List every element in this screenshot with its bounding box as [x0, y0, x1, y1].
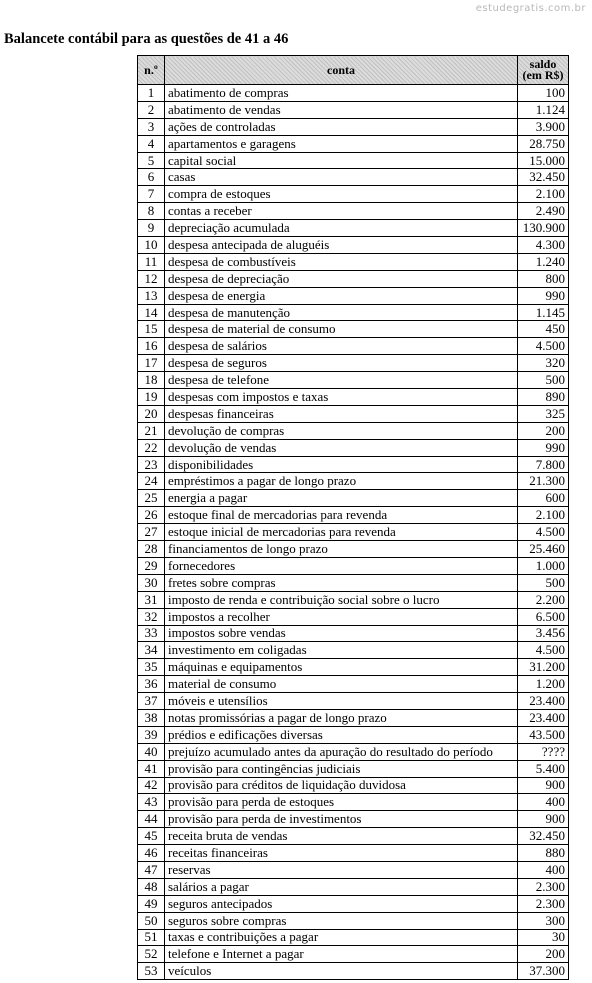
table-row	[138, 845, 569, 862]
row-balance: 600	[518, 490, 569, 507]
row-number: 22	[138, 439, 165, 456]
row-account: fornecedores	[165, 557, 518, 574]
row-balance: 2.200	[518, 591, 569, 608]
row-number: 50	[138, 912, 165, 929]
row-balance: 400	[518, 794, 569, 811]
row-balance: ????	[518, 743, 569, 760]
row-account: seguros sobre compras	[165, 912, 518, 929]
row-balance: 7.800	[518, 456, 569, 473]
row-number: 14	[138, 304, 165, 321]
row-balance: 300	[518, 912, 569, 929]
row-number: 40	[138, 743, 165, 760]
row-balance: 890	[518, 389, 569, 406]
row-account: devolução de compras	[165, 422, 518, 439]
row-number: 5	[138, 152, 165, 169]
table-row	[138, 895, 569, 912]
row-account: reservas	[165, 861, 518, 878]
row-balance: 200	[518, 946, 569, 963]
row-number: 27	[138, 524, 165, 541]
row-balance: 325	[518, 405, 569, 422]
table-row	[138, 220, 569, 237]
table-row	[138, 709, 569, 726]
row-account: notas promissórias a pagar de longo prazo	[165, 709, 518, 726]
row-balance: 320	[518, 355, 569, 372]
table-row	[138, 321, 569, 338]
row-account: despesa de energia	[165, 287, 518, 304]
table-row	[138, 169, 569, 186]
row-account: disponibilidades	[165, 456, 518, 473]
table-row	[138, 439, 569, 456]
row-balance: 2.100	[518, 186, 569, 203]
table-row	[138, 574, 569, 591]
row-account: provisão para créditos de liquidação duvidosa	[165, 777, 518, 794]
table-row	[138, 372, 569, 389]
row-balance: 4.300	[518, 237, 569, 254]
row-account: fretes sobre compras	[165, 574, 518, 591]
header-balance-line2: (em R$)	[522, 68, 564, 82]
row-account: veículos	[165, 963, 518, 980]
row-number: 29	[138, 557, 165, 574]
row-number: 19	[138, 389, 165, 406]
table-row	[138, 878, 569, 895]
row-balance: 37.300	[518, 963, 569, 980]
table-row	[138, 726, 569, 743]
table-row	[138, 253, 569, 270]
row-account: despesa de manutenção	[165, 304, 518, 321]
row-balance: 2.100	[518, 507, 569, 524]
row-account: impostos sobre vendas	[165, 625, 518, 642]
table-row	[138, 929, 569, 946]
row-number: 34	[138, 642, 165, 659]
row-number: 37	[138, 693, 165, 710]
row-number: 51	[138, 929, 165, 946]
row-number: 12	[138, 270, 165, 287]
row-number: 38	[138, 709, 165, 726]
row-balance: 990	[518, 287, 569, 304]
row-number: 28	[138, 541, 165, 558]
row-balance: 3.900	[518, 118, 569, 135]
row-account: provisão para contingências judiciais	[165, 760, 518, 777]
row-number: 16	[138, 338, 165, 355]
row-account: investimento em coligadas	[165, 642, 518, 659]
row-balance: 2.490	[518, 203, 569, 220]
row-balance: 30	[518, 929, 569, 946]
row-account: ações de controladas	[165, 118, 518, 135]
table-row	[138, 828, 569, 845]
row-number: 30	[138, 574, 165, 591]
row-balance: 1.145	[518, 304, 569, 321]
table-row	[138, 270, 569, 287]
row-account: prédios e edificações diversas	[165, 726, 518, 743]
row-account: compra de estoques	[165, 186, 518, 203]
row-account: devolução de vendas	[165, 439, 518, 456]
table-row	[138, 777, 569, 794]
row-account: receitas financeiras	[165, 845, 518, 862]
row-balance: 15.000	[518, 152, 569, 169]
row-account: despesa de telefone	[165, 372, 518, 389]
row-account: máquinas e equipamentos	[165, 659, 518, 676]
row-balance: 1.000	[518, 557, 569, 574]
row-account: despesa antecipada de aluguéis	[165, 237, 518, 254]
row-balance: 43.500	[518, 726, 569, 743]
table-row	[138, 642, 569, 659]
row-number: 13	[138, 287, 165, 304]
row-number: 43	[138, 794, 165, 811]
row-account: salários a pagar	[165, 878, 518, 895]
row-balance: 25.460	[518, 541, 569, 558]
row-number: 46	[138, 845, 165, 862]
row-account: impostos a recolher	[165, 608, 518, 625]
row-account: despesas com impostos e taxas	[165, 389, 518, 406]
row-balance: 450	[518, 321, 569, 338]
table-row	[138, 591, 569, 608]
table-row	[138, 203, 569, 220]
row-number: 36	[138, 676, 165, 693]
table-row	[138, 861, 569, 878]
row-account: receita bruta de vendas	[165, 828, 518, 845]
row-balance: 1.124	[518, 101, 569, 118]
table-row	[138, 760, 569, 777]
table-row	[138, 304, 569, 321]
table-row	[138, 287, 569, 304]
table-row	[138, 405, 569, 422]
row-account: casas	[165, 169, 518, 186]
table-row	[138, 135, 569, 152]
table-row	[138, 118, 569, 135]
row-balance: 2.300	[518, 878, 569, 895]
row-balance: 23.400	[518, 693, 569, 710]
row-number: 35	[138, 659, 165, 676]
row-number: 53	[138, 963, 165, 980]
row-account: telefone e Internet a pagar	[165, 946, 518, 963]
site-watermark: estudegratis.com.br	[475, 3, 586, 14]
row-number: 26	[138, 507, 165, 524]
row-balance: 100	[518, 85, 569, 102]
row-number: 4	[138, 135, 165, 152]
row-number: 8	[138, 203, 165, 220]
row-account: estoque final de mercadorias para revenda	[165, 507, 518, 524]
table-row	[138, 912, 569, 929]
row-number: 45	[138, 828, 165, 845]
row-number: 25	[138, 490, 165, 507]
row-account: despesa de depreciação	[165, 270, 518, 287]
row-number: 10	[138, 237, 165, 254]
row-balance: 4.500	[518, 338, 569, 355]
row-balance: 32.450	[518, 169, 569, 186]
row-number: 31	[138, 591, 165, 608]
table-row	[138, 101, 569, 118]
table-row	[138, 85, 569, 102]
row-number: 7	[138, 186, 165, 203]
row-account: móveis e utensílios	[165, 693, 518, 710]
row-account: provisão para perda de estoques	[165, 794, 518, 811]
row-account: abatimento de vendas	[165, 101, 518, 118]
table-row	[138, 422, 569, 439]
header-balance	[518, 56, 569, 85]
row-number: 6	[138, 169, 165, 186]
row-balance: 1.240	[518, 253, 569, 270]
row-number: 11	[138, 253, 165, 270]
row-number: 32	[138, 608, 165, 625]
row-account: estoque inicial de mercadorias para revenda	[165, 524, 518, 541]
balance-table	[137, 55, 569, 980]
row-number: 18	[138, 372, 165, 389]
row-number: 20	[138, 405, 165, 422]
row-account: apartamentos e garagens	[165, 135, 518, 152]
row-number: 47	[138, 861, 165, 878]
table-row	[138, 152, 569, 169]
row-balance: 200	[518, 422, 569, 439]
table-row	[138, 507, 569, 524]
row-account: empréstimos a pagar de longo prazo	[165, 473, 518, 490]
table-row	[138, 456, 569, 473]
row-number: 39	[138, 726, 165, 743]
table-row	[138, 794, 569, 811]
header-balance-line1: saldo	[529, 57, 557, 71]
table-row	[138, 473, 569, 490]
row-number: 3	[138, 118, 165, 135]
table-row	[138, 389, 569, 406]
table-row	[138, 490, 569, 507]
table-row	[138, 355, 569, 372]
row-number: 9	[138, 220, 165, 237]
row-account: despesa de seguros	[165, 355, 518, 372]
row-account: material de consumo	[165, 676, 518, 693]
row-balance: 23.400	[518, 709, 569, 726]
row-number: 48	[138, 878, 165, 895]
row-number: 41	[138, 760, 165, 777]
table-row	[138, 608, 569, 625]
table-row	[138, 676, 569, 693]
row-balance: 4.500	[518, 642, 569, 659]
row-balance: 130.900	[518, 220, 569, 237]
row-account: despesa de combustíveis	[165, 253, 518, 270]
row-balance: 500	[518, 574, 569, 591]
row-number: 24	[138, 473, 165, 490]
row-number: 2	[138, 101, 165, 118]
row-number: 52	[138, 946, 165, 963]
table-row	[138, 743, 569, 760]
row-balance: 21.300	[518, 473, 569, 490]
row-account: depreciação acumulada	[165, 220, 518, 237]
row-balance: 31.200	[518, 659, 569, 676]
row-balance: 990	[518, 439, 569, 456]
table-row	[138, 541, 569, 558]
row-balance: 2.300	[518, 895, 569, 912]
table-row	[138, 946, 569, 963]
table-row	[138, 524, 569, 541]
row-balance: 800	[518, 270, 569, 287]
row-account: despesas financeiras	[165, 405, 518, 422]
row-number: 42	[138, 777, 165, 794]
table-row	[138, 659, 569, 676]
table-row	[138, 338, 569, 355]
row-number: 1	[138, 85, 165, 102]
row-balance: 900	[518, 811, 569, 828]
header-account: conta	[165, 56, 518, 85]
row-account: abatimento de compras	[165, 85, 518, 102]
row-number: 33	[138, 625, 165, 642]
row-number: 49	[138, 895, 165, 912]
row-account: prejuízo acumulado antes da apuração do resultado do período	[165, 743, 518, 760]
row-balance: 32.450	[518, 828, 569, 845]
row-account: seguros antecipados	[165, 895, 518, 912]
row-account: financiamentos de longo prazo	[165, 541, 518, 558]
page-title: Balancete contábil para as questões de 41 a 46	[4, 31, 289, 47]
row-balance: 500	[518, 372, 569, 389]
row-number: 17	[138, 355, 165, 372]
row-balance: 1.200	[518, 676, 569, 693]
table-row	[138, 693, 569, 710]
table-row	[138, 963, 569, 980]
header-number: n.º	[138, 56, 165, 85]
table-row	[138, 557, 569, 574]
row-account: taxas e contribuições a pagar	[165, 929, 518, 946]
table-header-row	[138, 56, 569, 85]
table-body	[138, 85, 569, 980]
row-account: energia a pagar	[165, 490, 518, 507]
row-number: 15	[138, 321, 165, 338]
row-number: 23	[138, 456, 165, 473]
row-balance: 4.500	[518, 524, 569, 541]
row-account: provisão para perda de investimentos	[165, 811, 518, 828]
table-row	[138, 625, 569, 642]
row-account: capital social	[165, 152, 518, 169]
table-row	[138, 186, 569, 203]
row-balance: 6.500	[518, 608, 569, 625]
table-row	[138, 237, 569, 254]
row-account: despesa de salários	[165, 338, 518, 355]
row-balance: 400	[518, 861, 569, 878]
row-balance: 3.456	[518, 625, 569, 642]
row-account: imposto de renda e contribuição social sobre o lucro	[165, 591, 518, 608]
row-balance: 5.400	[518, 760, 569, 777]
row-balance: 900	[518, 777, 569, 794]
row-balance: 880	[518, 845, 569, 862]
row-account: despesa de material de consumo	[165, 321, 518, 338]
row-account: contas a receber	[165, 203, 518, 220]
row-number: 21	[138, 422, 165, 439]
row-number: 44	[138, 811, 165, 828]
table-row	[138, 811, 569, 828]
row-balance: 28.750	[518, 135, 569, 152]
